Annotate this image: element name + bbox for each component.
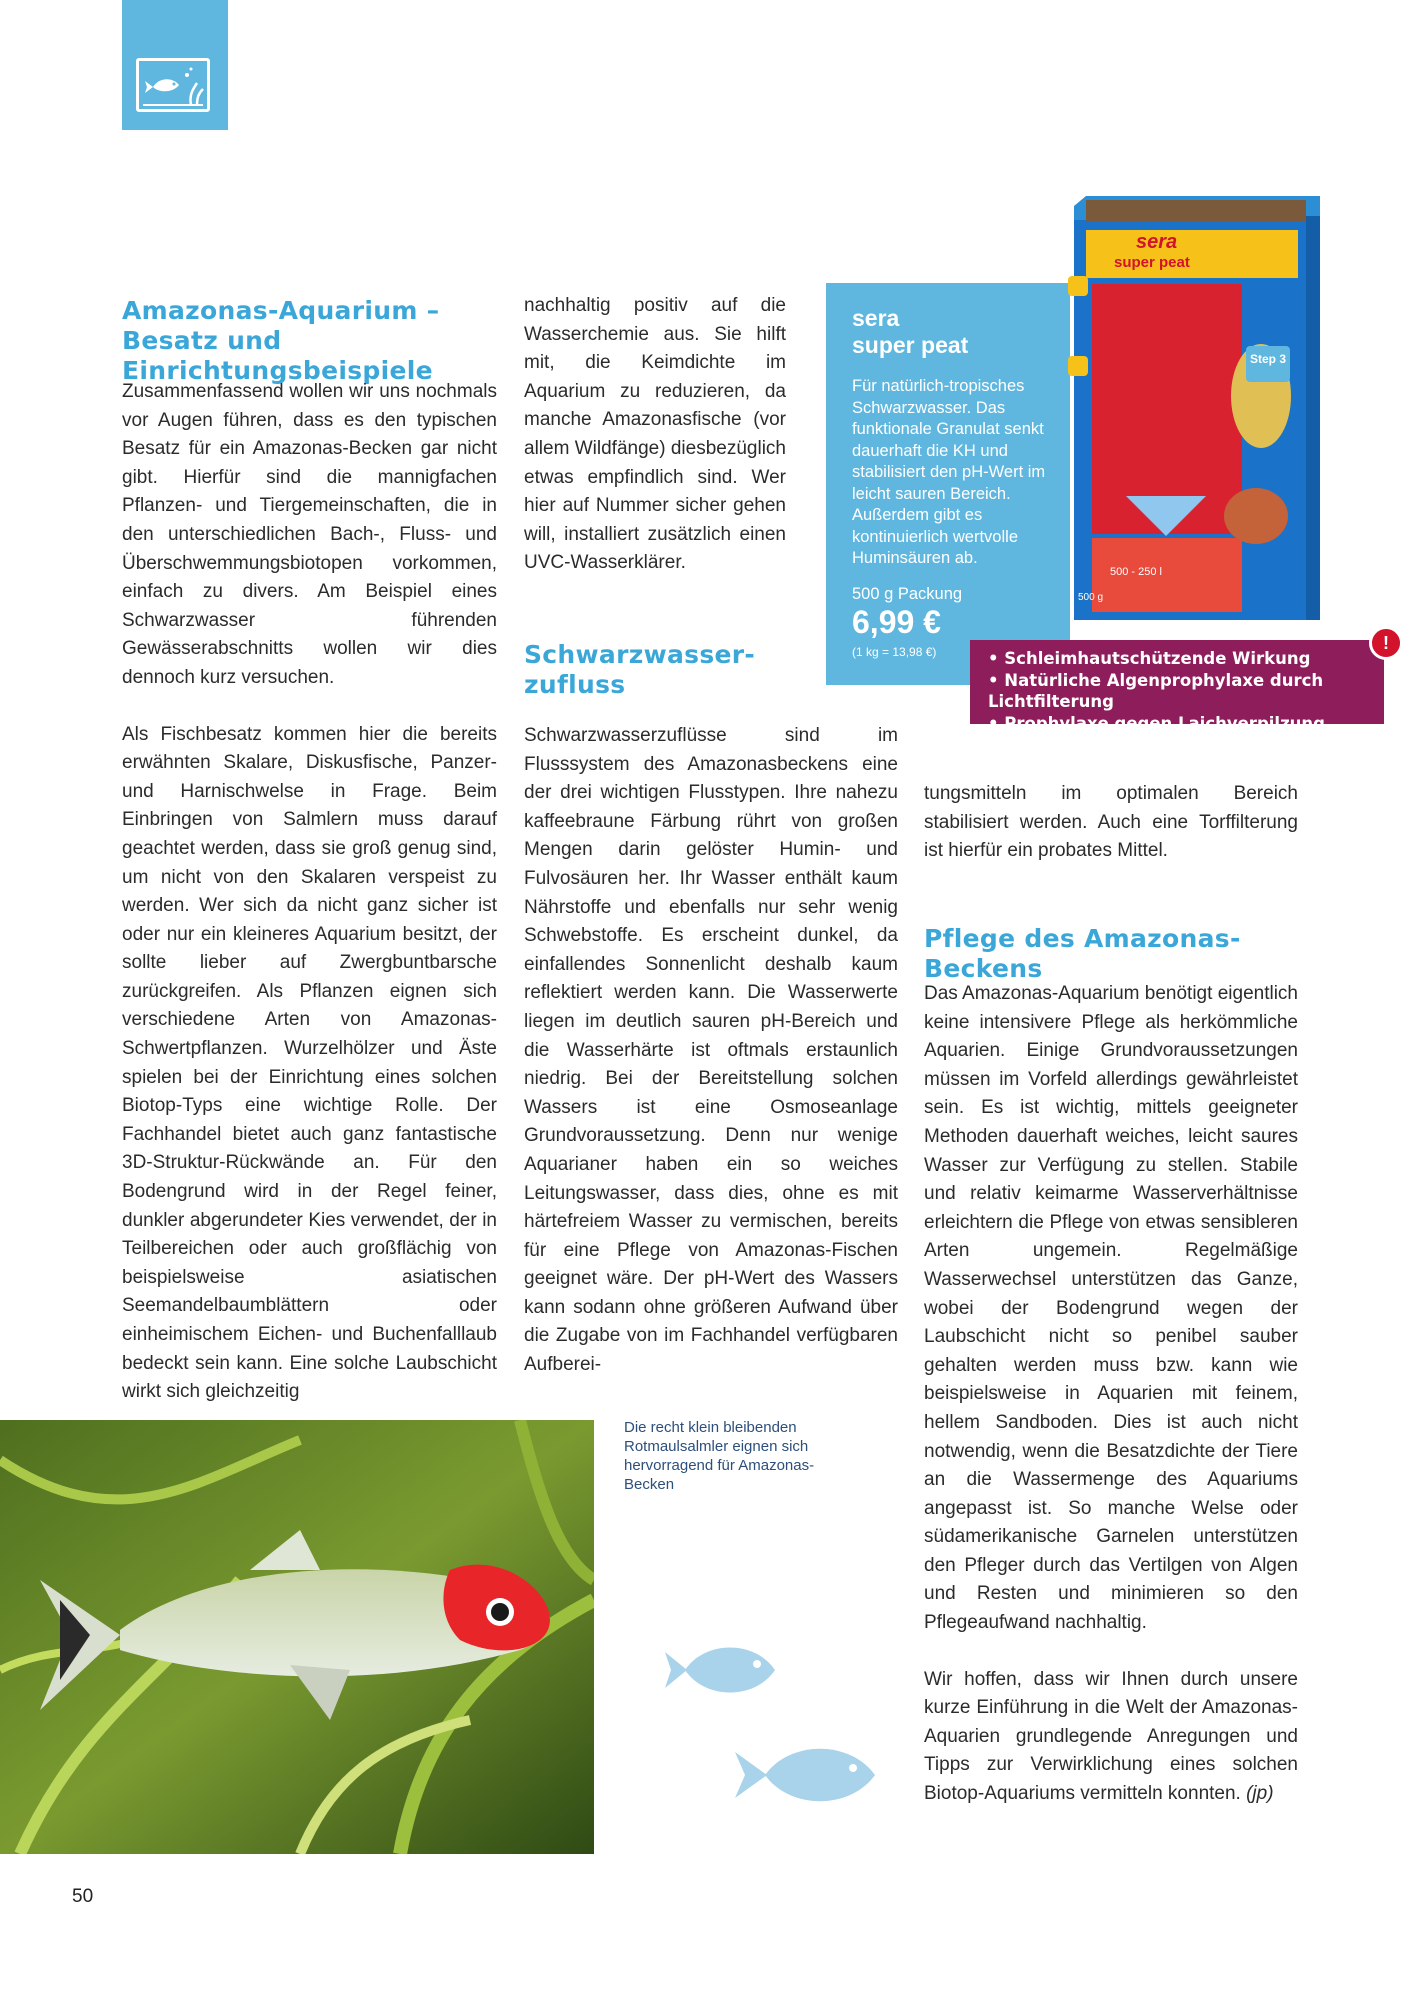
product-brand [852,305,968,359]
section-tab [122,0,228,130]
alert-icon: ! [1369,626,1403,660]
photo-caption: Die recht klein bleibenden Rotmaulsalmler eignen sich hervorragend für Amazonas-Becken [624,1419,815,1493]
heading-pflege: Pflege des Amazonas-Beckens [924,924,1241,983]
product-price: 6,99 € [852,604,941,640]
paragraph: nachhaltig positiv auf die Wasserchemie aus. Sie hilft mit, die Keimdichte im Aquarium zu reduzieren, da manche Amazonasfische (vor allem Wildfänge) diesbezüglich etwas empfindlich sind. Wer hier auf Nummer sicher gehen will, installiert zusätzlich einen UVC-Wasserklärer. [524,295,786,574]
paragraph: Zusammenfassend wollen wir uns nochmals vor Augen führen, dass es den typischen Besatz für ein Amazonas-Becken gar nicht gibt. Hierfür sind die mannigfachen Pflanzen- und Tiergemeinschaften, die in den unterschiedlichen Bach-, Fluss- und Überschwemmungsbiotopen vorkommen, einfach zu divers. Am Beispiel eines Schwarzwasser führenden Gewässerabschnitts wollen wir dies dennoch kurz versuchen. [122,381,497,688]
product-box [1066,196,1320,620]
product-name: super peat [852,332,969,358]
feature-item: • Schleimhautschützende Wirkung [988,649,1311,668]
brand-name: sera [852,305,900,331]
column-3-top [924,780,1298,894]
paragraph: tungsmitteln im optimalen Bereich stabilisiert werden. Auch eine Torffilterung ist hierfür ein probates Mittel. [924,783,1298,862]
box-name: super peat [1114,254,1190,271]
page-number: 50 [72,1886,94,1907]
paragraph: Schwarzwasserzuflüsse sind im Flusssystem des Amazonasbeckens eine der drei wichtigen Flusstypen. Ihre nahezu kaffeebraune Färbung rührt von großen Mengen darin gelöster Humin- und Fulvosäuren her. Ihr Wasser enthält kaum Nährstoffe und ebenfalls nur sehr wenig Schwebstoffe. Es erscheint dunkel, da einfallendes Sonnenlicht deshalb kaum reflektiert werden kann. Die Wasserwerte liegen im deutlich sauren pH-Bereich und die Wasserhärte ist oftmals erstaunlich niedrig. Bei der Bereitstellung solchen Wassers ist eine Osmoseanlage Grundvoraussetzung. Denn nur wenige Aquarianer haben ein so weiches Leitungswasser, dass dies, ohne es mit härtefreiem Wasser zu vermischen, bereits für eine Pflege von Amazonas-Fischen geeignet wäre. Der pH-Wert des Wassers kann sodann ohne größeren Aufwand über die Zugabe von im Fachhandel verfügbaren Aufberei- [524,725,898,1376]
author-signature: (jp) [1246,1783,1274,1805]
column-1 [122,378,497,1435]
unit-price: (1 kg = 13,98 €) [852,645,937,659]
paragraph [924,1666,1298,1809]
column-2-top [524,292,786,606]
column-2 [524,722,898,1408]
decorative-fish-icon [665,1630,780,1710]
box-step: Step 3 [1249,352,1286,366]
box-volume: 500 - 250 l [1110,566,1162,578]
product-description: Für natürlich-tropisches Schwarzwasser. Das funktionale Granulat senkt dauerhaft die KH und stabilisiert den pH-Wert im leicht sauren Bereich. Außerdem gibt es kontinuierlich wertvolle Huminsäuren ab. [852,377,1046,567]
column-3 [924,980,1298,1837]
decorative-fish-icon [735,1730,880,1820]
feature-list [970,640,1384,733]
feature-item: • Prophylaxe gegen Laichverpilzung [988,713,1325,733]
heading-schwarzwasser: Schwarzwasser-zufluss [524,640,756,699]
feature-item: • Natürliche Algenprophylaxe durch Lichtfilterung [988,670,1324,711]
box-logo: sera [1136,231,1178,253]
heading-besatz: Amazonas-Aquarium – Besatz und Einrichtungsbeispiele [122,296,440,385]
fish-photo [0,1420,594,1854]
paragraph: Als Fischbesatz kommen hier die bereits erwähnten Skalare, Diskusfische, Panzer- und Harnischwelse in Frage. Beim Einbringen von Salmlern muss darauf geachtet werden, dass sie groß genug sind, um nicht von den Skalaren verspeist zu werden. Wer sich da nicht ganz sicher ist oder nur ein kleineres Aquarium besitzt, der sollte lieber auf Zwergbuntbarsche zurückgreifen. Als Pflanzen eignen sich verschiedene Arten von Amazonas-Schwertpflanzen. Wurzelhölzer und Äste spielen bei der Einrichtung eines solchen Biotop-Typs eine wichtige Rolle. Der Fachhandel bietet auch ganz fantastische 3D-Struktur-Rückwände an. Für den Bodengrund wird in der Regel feiner, dunkler abgerundeter Kies verwendet, der in Teilbereichen oder auch großflächig von beispielsweise asiatischen Seemandelbaumblättern oder einheimischem Eichen- und Buchenfalllaub bedeckt sein kann. Eine solche Laubschicht wirkt sich gleichzeitig [122,723,497,1403]
aquarium-fish-icon [136,58,210,112]
paragraph-text: Wir hoffen, dass wir Ihnen durch unsere kurze Einführung in die Welt der Amazonas-Aquarien grundlegende Anregungen und Tipps zur Verwirklichung eines solchen Biotop-Aquariums vermitteln konnten. [924,1668,1298,1805]
paragraph: Das Amazonas-Aquarium benötigt eigentlich keine intensivere Pflege als herkömmliche Aquarien. Einige Grundvoraussetzungen müssen im Vorfeld allerdings gewährleistet sein. Es ist wichtig, mittels geeigneter Methoden dauerhaft weiches, leicht saures Wasser zur Verfügung zu stellen. Stabile und relativ keimarme Wasserverhältnisse erleichtern die Pflege von etwas sensibleren Arten ungemein. Regelmäßige Wasserwechsel unterstützen das Ganze, wobei der Bodengrund wegen der Laubschicht nicht so penibel sauber gehalten werden muss bzw. kann wie beispielsweise in Aquarien mit feinem, hellem Sandboden. Dies ist auch nicht notwendig, wenn die Besatzdichte der Tiere an die Wassermenge des Aquariums angepasst ist. So manche Welse oder südamerikanische Garnelen unterstützen den Pfleger durch das Vertilgen von Algen und Resten und minimieren so den Pflegeaufwand nachhaltig. [924,983,1298,1634]
product-size: 500 g Packung [852,585,963,603]
box-weight: 500 g [1078,592,1104,603]
